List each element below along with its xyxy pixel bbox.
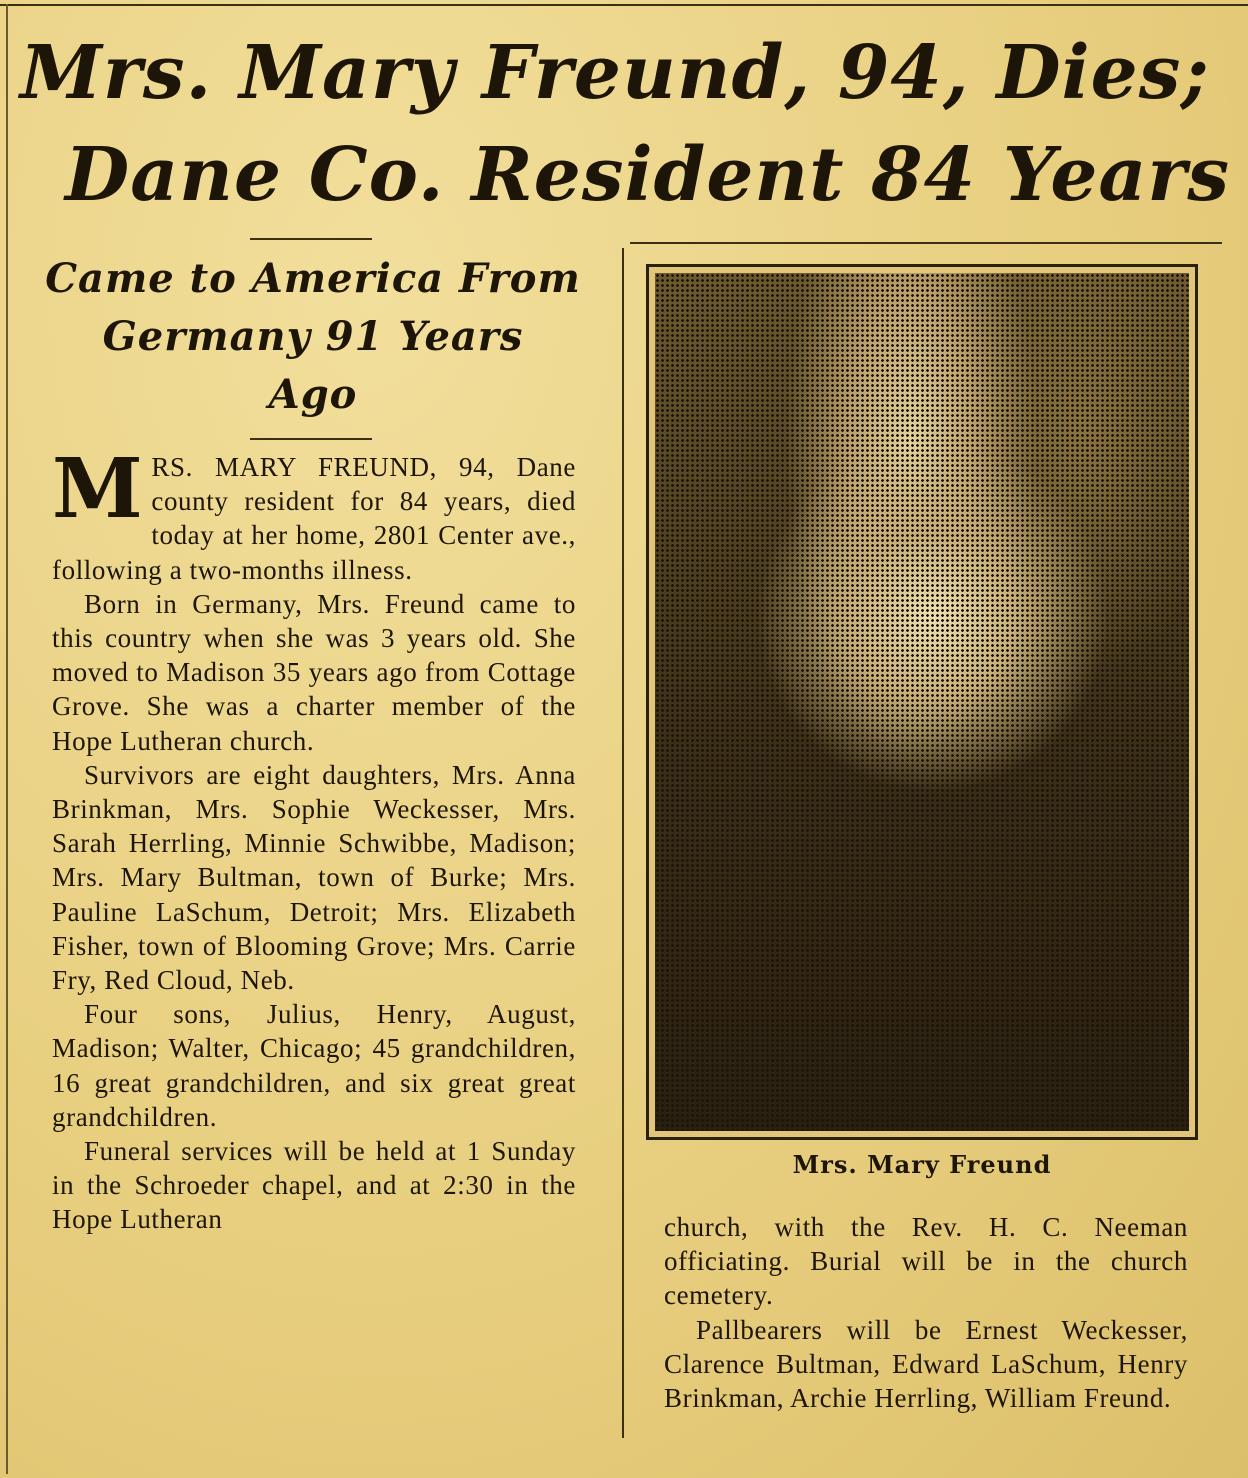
article-paragraph-3: Survivors are eight daughters, Mrs. Anna Brinkman, Mrs. Sophie Weckesser, Mrs. Sarah Herrling, Minnie Schwibbe, Madison; Mrs. Mary Bultman, town of Burke; Mrs. Pauline LaSchum, Detroit; Mrs. Elizabeth Fisher, town of Blooming Grove; Mrs. Carrie Fry, Red Cloud, Neb. <box>52 759 576 996</box>
column-divider <box>622 248 624 1438</box>
article-paragraph-2: Born in Germany, Mrs. Freund came to this country when she was 3 years old. She moved to Madison 35 years ago from Cottage Grove. She was a charter member of the Hope Lutheran church. <box>52 588 576 756</box>
article-right-column <box>664 1210 1188 1415</box>
subhead-bottom-rule <box>250 438 372 440</box>
photo-caption: Mrs. Mary Freund <box>792 1150 1052 1179</box>
article-paragraph-6: Pallbearers will be Ernest Weckesser, Clarence Bultman, Edward LaSchum, Henry Brinkman, Archie Herrling, William Freund. <box>664 1314 1188 1414</box>
article-paragraph-5: Funeral services will be held at 1 Sunday in the Schroeder chapel, and at 2:30 in the Hope Lutheran <box>52 1136 576 1235</box>
subheadline <box>18 250 608 424</box>
portrait-photo <box>646 264 1198 1140</box>
article-paragraph-4: Four sons, Julius, Henry, August, Madison; Walter, Chicago; 45 grandchildren, 16 great grandchildren, and six great great grandchildren. <box>52 999 576 1132</box>
subhead-top-rule <box>250 238 372 240</box>
subhead-line-1: Came to America From <box>45 255 581 302</box>
headline-line-2: Dane Co. Resident 84 Years <box>65 132 1230 218</box>
left-border-rule <box>6 4 8 1474</box>
subhead-line-2: Germany 91 Years <box>102 313 524 360</box>
article-paragraph-5-continued: church, with the Rev. H. C. Neeman officiating. Burial will be in the church cemetery. <box>664 1212 1188 1311</box>
top-border-rule <box>0 4 1248 6</box>
drop-cap: M <box>52 441 144 537</box>
photo-top-rule <box>630 242 1222 244</box>
subhead-line-3: Ago <box>268 371 358 418</box>
headline-line-1: Mrs. Mary Freund, 94, Dies; <box>20 30 1210 116</box>
article-paragraph-1: MRS. MARY FREUND, 94, Dane county resident for 84 years, died today at her home, 2801 Center ave., following a two-months illness. <box>52 441 576 585</box>
article-left-column <box>52 441 576 1237</box>
portrait-image <box>655 273 1189 1131</box>
